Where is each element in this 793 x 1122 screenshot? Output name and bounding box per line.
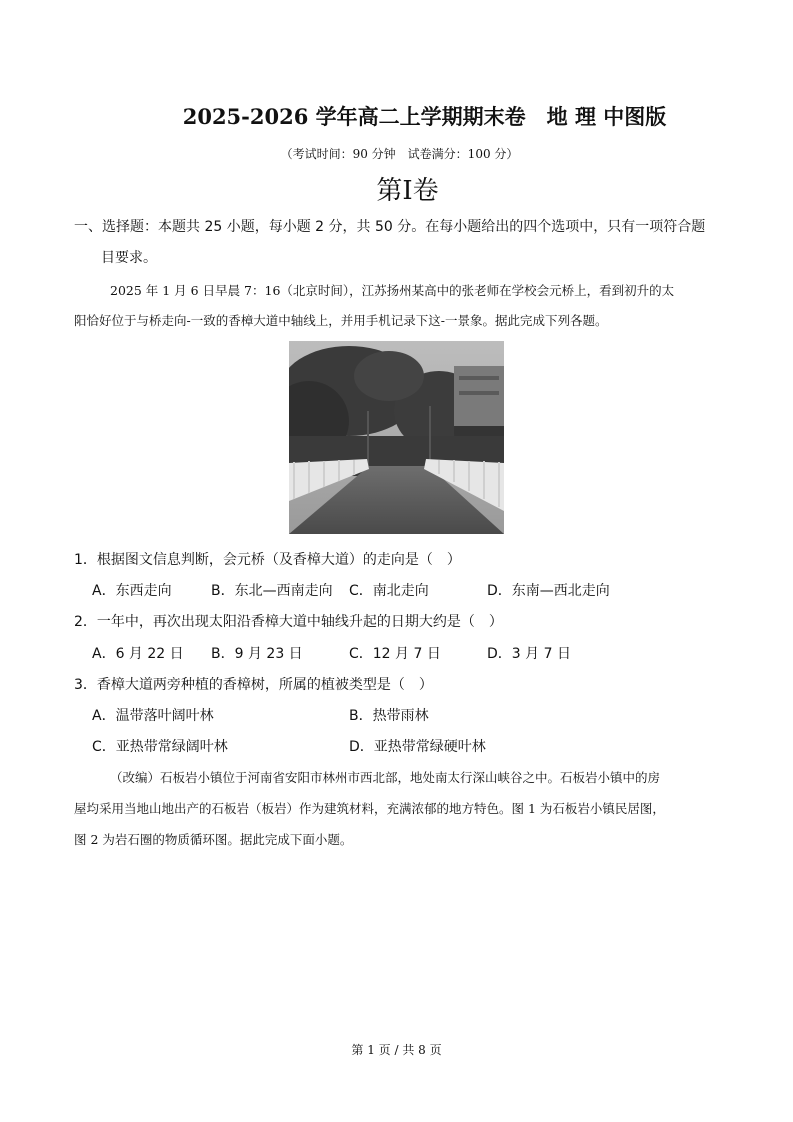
question-1-option-d: D．东南—西北走向 <box>487 583 610 599</box>
question-3-option-d: D．亚热带常绿硬叶林 <box>349 739 486 755</box>
question-3-option-c: C．亚热带常绿阔叶林 <box>92 739 228 755</box>
question-1-option-b: B．东北—西南走向 <box>211 583 333 599</box>
material1-line2: 阳恰好位于与桥走向-一致的香樟大道中轴线上，并用手机记录下这-一景象。据此完成下列各题。 <box>74 313 608 328</box>
exam-title: 2025-2026 学年高二上学期期末卷 地 理 中图版 <box>182 104 667 129</box>
exam-subtitle: （考试时间：90 分钟 试卷满分：100 分） <box>280 147 519 161</box>
volume-heading: 第I卷 <box>376 176 439 206</box>
question-3-stem: 3．香樟大道两旁种植的香樟树，所属的植被类型是（ ） <box>74 677 433 693</box>
question-2-option-a: A．6 月 22 日 <box>92 646 184 662</box>
material1-line1: 2025 年 1 月 6 日早晨 7：16（北京时间），江苏扬州某高中的张老师在学校会元桥上，看到初升的太 <box>110 283 675 298</box>
bridge-photo <box>289 341 504 534</box>
question-1-stem: 1．根据图文信息判断，会元桥（及香樟大道）的走向是（ ） <box>74 552 461 568</box>
page-footer: 第 1 页 / 共 8 页 <box>351 1043 442 1057</box>
question-2-option-b: B．9 月 23 日 <box>211 646 303 662</box>
question-3-option-a: A．温带落叶阔叶林 <box>92 708 214 724</box>
material2-line1: （改编）石板岩小镇位于河南省安阳市林州市西北部，地处南太行深山峡谷之中。石板岩小镇中的房 <box>110 770 661 785</box>
question-2-stem: 2．一年中，再次出现太阳沿香樟大道中轴线升起的日期大约是（ ） <box>74 614 503 630</box>
question-2-option-d: D．3 月 7 日 <box>487 646 571 662</box>
section-instruction-line1: 一、选择题：本题共 25 小题，每小题 2 分，共 50 分。在每小题给出的四个选项中，只有一项符合题 <box>74 219 706 235</box>
material2-line3: 图 2 为岩石圈的物质循环图。据此完成下面小题。 <box>74 832 353 847</box>
question-3-option-b: B．热带雨林 <box>349 708 429 724</box>
material2-line2: 屋均采用当地山地出产的石板岩（板岩）作为建筑材料，充满浓郁的地方特色。图 1 为石板岩小镇民居图， <box>74 801 665 816</box>
question-2-option-c: C．12 月 7 日 <box>349 646 441 662</box>
question-1-option-a: A．东西走向 <box>92 583 172 599</box>
question-1-option-c: C．南北走向 <box>349 583 429 599</box>
bridge-photo-image <box>289 341 504 534</box>
section-instruction-line2: 目要求。 <box>101 250 157 266</box>
